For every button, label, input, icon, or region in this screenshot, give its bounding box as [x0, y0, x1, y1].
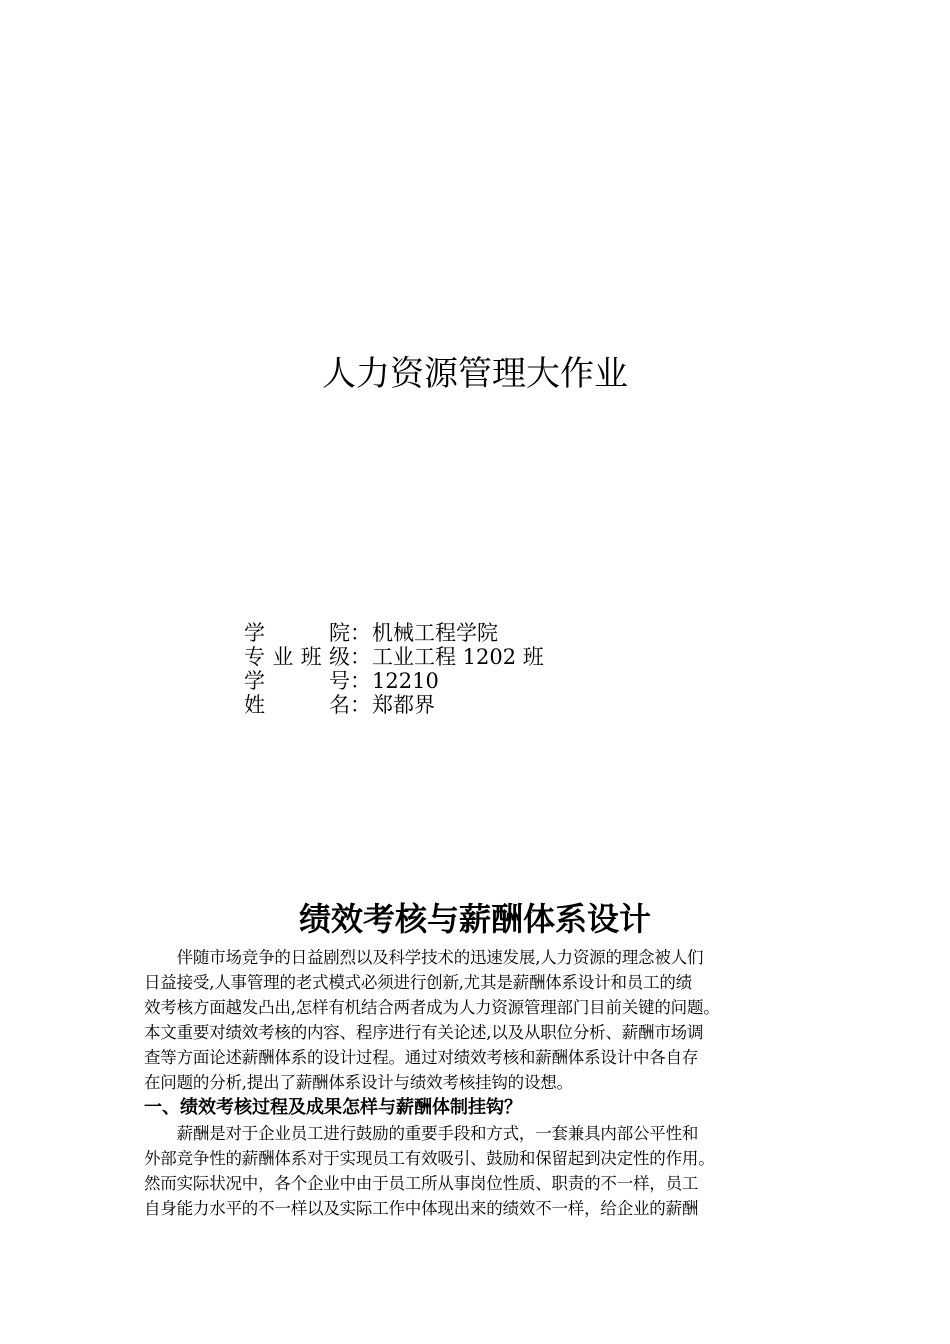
info-value-college: 机械工程学院 — [372, 621, 498, 645]
paragraph-line: 伴随市场竞争的日益剧烈以及科学技术的迅速发展,人力资源的理念被人们 — [144, 948, 704, 967]
paragraph-line: 薪酬是对于企业员工进行鼓励的重要手段和方式，一套兼具内部公平性和 — [144, 1124, 699, 1143]
info-label-student-id: 学 号 — [244, 669, 350, 693]
paragraph-line: 日益接受,人事管理的老式模式必须进行创新,尤其是薪酬体系设计和员工的绩 — [144, 973, 692, 992]
info-colon: ： — [350, 621, 371, 645]
info-label-class: 专 业 班 级 — [244, 645, 350, 669]
info-value-student-id: 12210 — [372, 669, 439, 693]
info-row-name — [244, 693, 544, 717]
student-info — [244, 621, 544, 717]
info-colon: ： — [350, 693, 371, 717]
paragraph-line: 效考核方面越发凸出,怎样有机结合两者成为人力资源管理部门目前关键的问题。 — [144, 998, 720, 1017]
paragraph-line: 然而实际状况中，各个企业中由于员工所从事岗位性质、职责的不一样，员工 — [144, 1174, 699, 1193]
paragraph-line: 查等方面论述薪酬体系的设计过程。通过对绩效考核和薪酬体系设计中各自存 — [144, 1048, 699, 1067]
info-row-class — [244, 645, 544, 669]
cover-title: 人力资源管理大作业 — [322, 354, 628, 394]
paragraph-line: 本文重要对绩效考核的内容、程序进行有关论述,以及从职位分析、薪酬市场调 — [144, 1023, 704, 1042]
info-value-class: 工业工程 1202 班 — [372, 645, 544, 669]
section-heading-1: 一、绩效考核过程及成果怎样与薪酬体制挂钩？ — [144, 1097, 522, 1118]
info-label-college: 学 院 — [244, 621, 350, 645]
paragraph-line: 在问题的分析,提出了薪酬体系设计与绩效考核挂钩的设想。 — [144, 1073, 573, 1092]
info-row-college — [244, 621, 544, 645]
info-colon: ： — [350, 669, 371, 693]
paragraph-line: 自身能力水平的不一样以及实际工作中体现出来的绩效不一样，给企业的薪酬 — [144, 1199, 699, 1218]
info-value-name: 郑都界 — [372, 693, 435, 717]
article-title: 绩效考核与薪酬体系设计 — [298, 900, 651, 938]
info-label-name: 姓 名 — [244, 693, 350, 717]
paragraph-intro — [144, 945, 824, 1095]
paragraph-line: 外部竞争性的薪酬体系对于实现员工有效吸引、鼓励和保留起到决定性的作用。 — [144, 1149, 715, 1168]
info-row-student-id — [244, 669, 544, 693]
info-colon: ： — [350, 645, 371, 669]
paragraph-salary — [144, 1121, 824, 1221]
